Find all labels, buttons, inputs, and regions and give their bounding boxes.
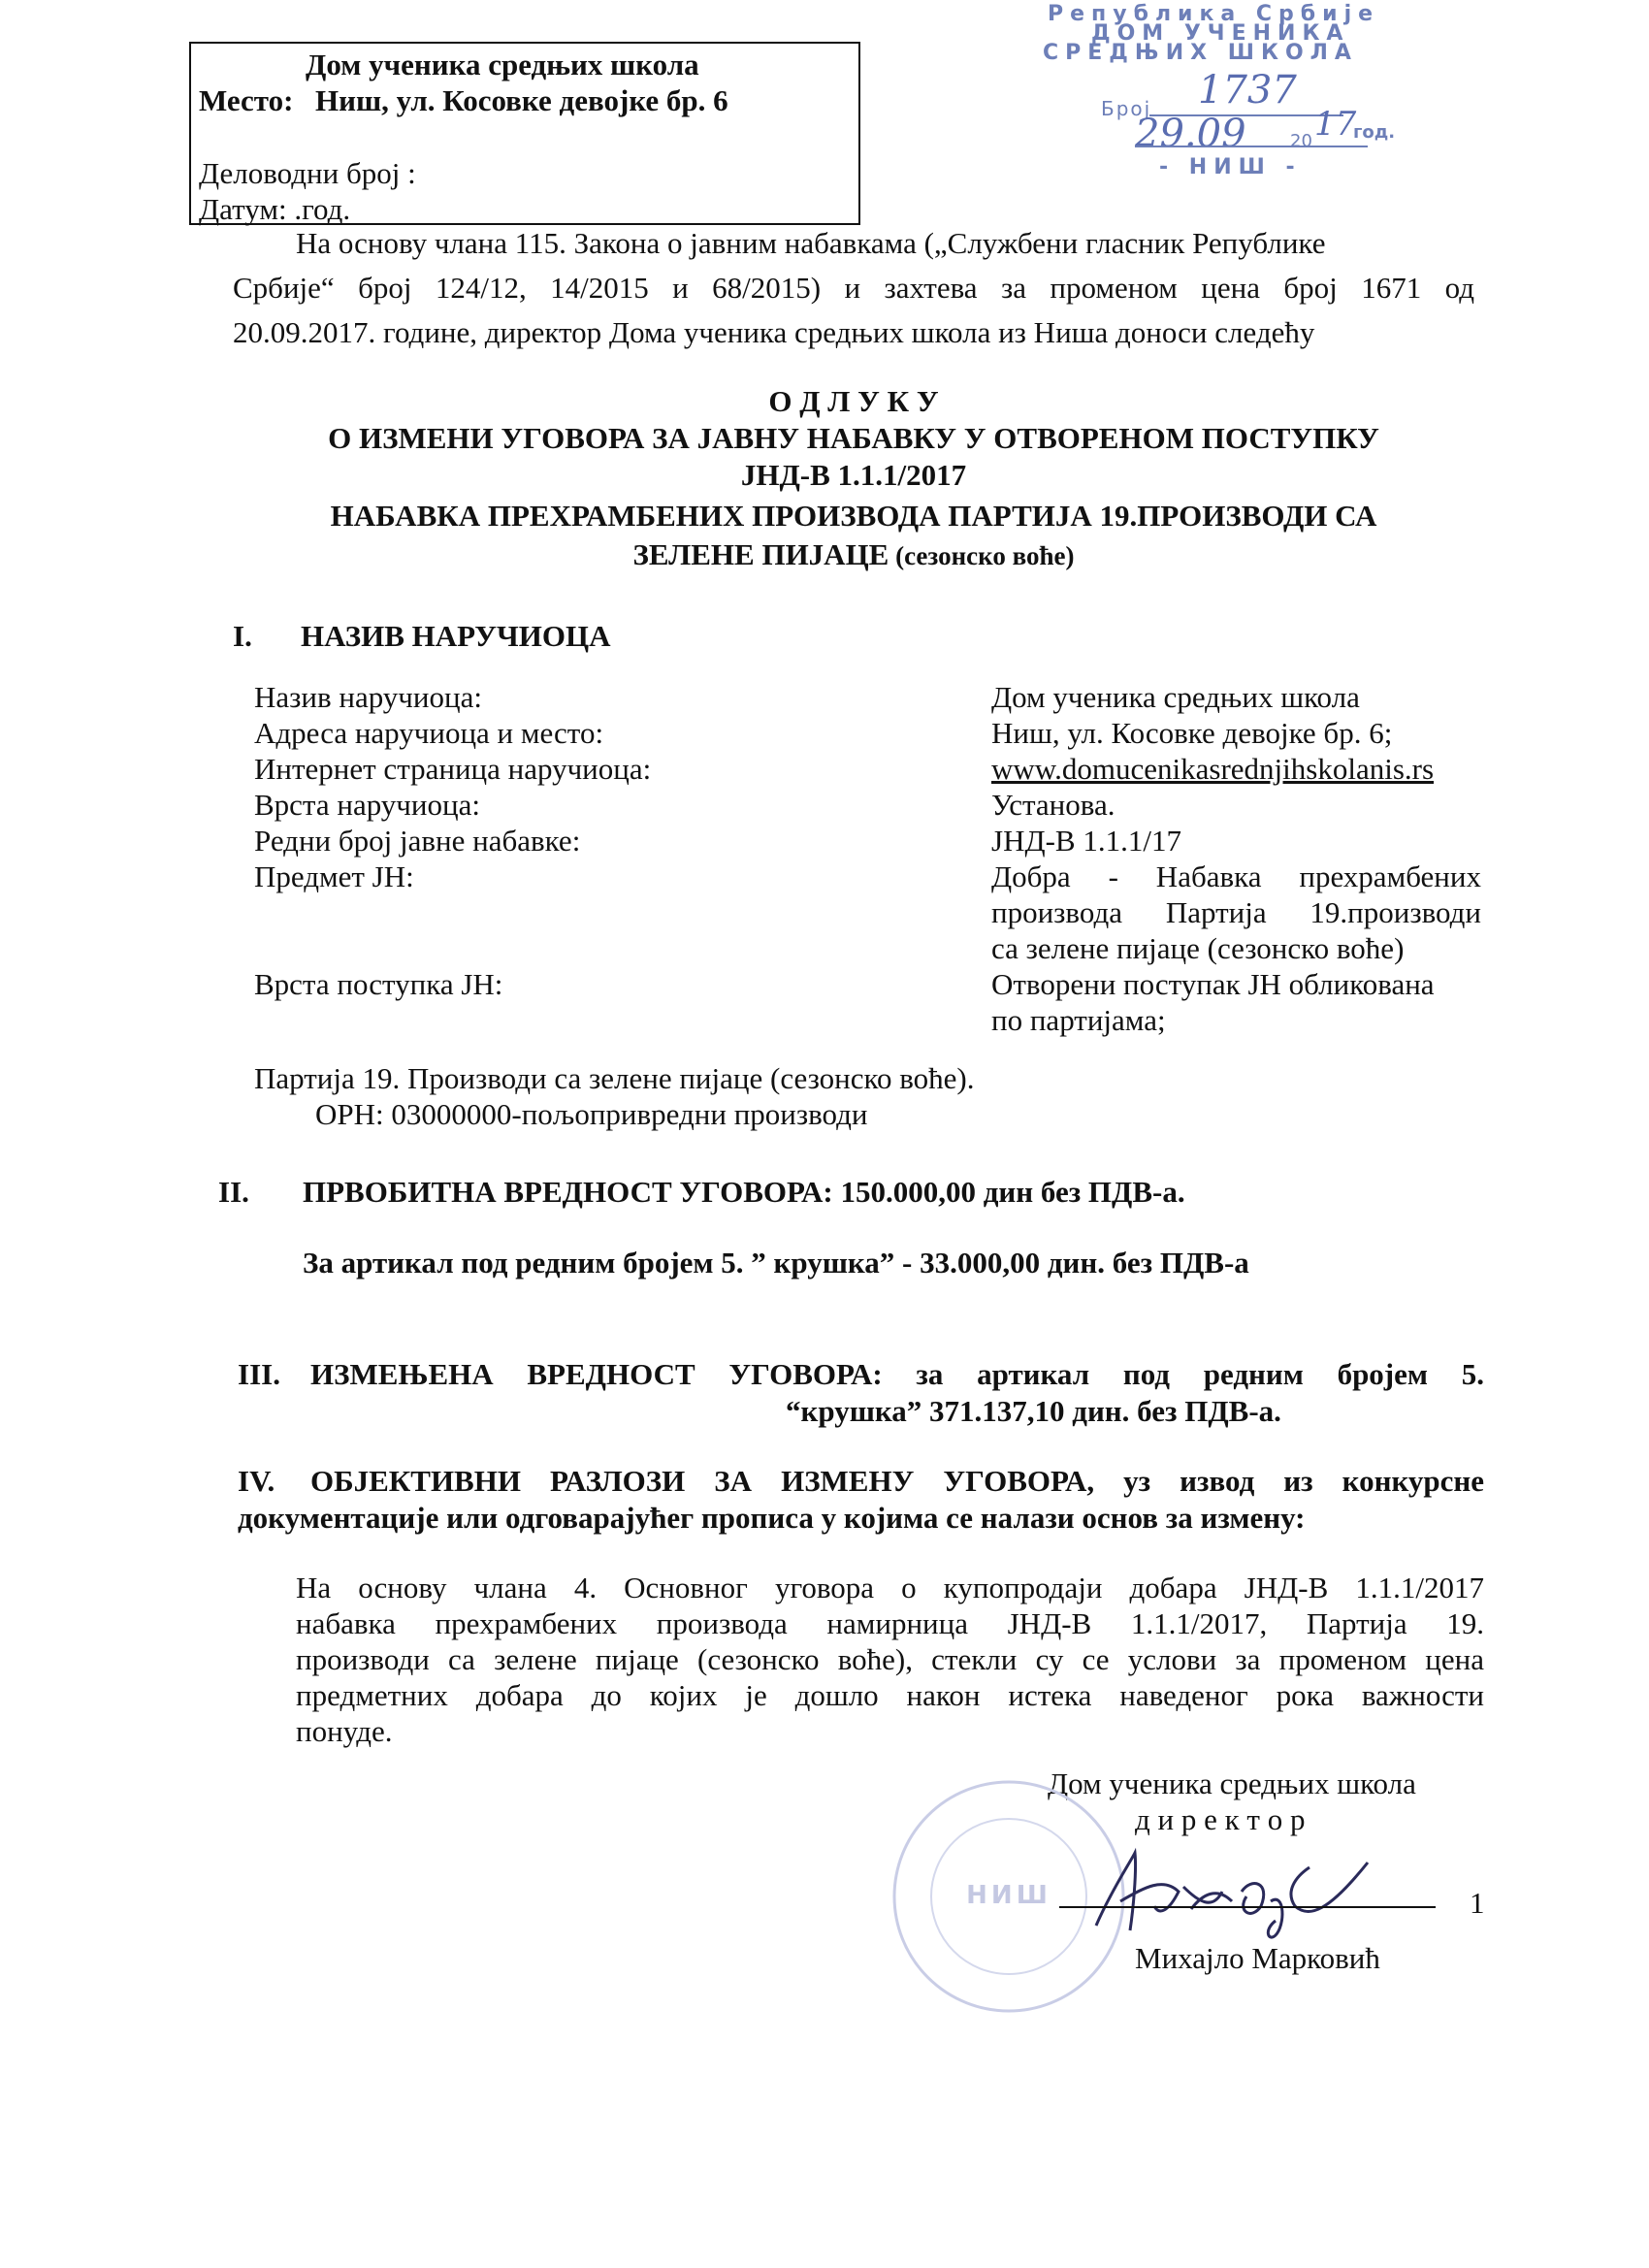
stamp-city: - НИШ - [1159, 155, 1302, 179]
title-odluku: О Д Л У К У [768, 384, 939, 418]
purchaser-label [254, 930, 991, 966]
stamp-year-value: 17 [1314, 105, 1357, 144]
section4-number: IV. [238, 1464, 275, 1498]
title-line5-main: ЗЕЛЕНЕ ПИЈАЦЕ [632, 537, 889, 571]
stamp-year-prefix: 20 [1290, 131, 1312, 151]
purchaser-row [254, 1002, 1486, 1038]
signature-line [1059, 1906, 1436, 1908]
purchaser-value: Установа. [991, 788, 1116, 822]
purchaser-row [254, 894, 1486, 930]
section4-body-line: предметних добара до којих је дошло након истека наведеног рока важности [296, 1678, 1484, 1712]
purchaser-value: ЈНД-В 1.1.1/17 [991, 824, 1181, 858]
purchaser-row [254, 930, 1486, 966]
stamp-number-label: Број [1101, 97, 1152, 120]
official-seal-city: НИШ [966, 1881, 1051, 1910]
stamp-line3: СРЕДЊИХ ШКОЛА [1043, 41, 1358, 65]
purchaser-value: Ниш, ул. Косовке девојке бр. 6; [991, 716, 1393, 750]
header-ref-number: Деловодни број : [199, 156, 416, 190]
orn-line: ОРН: 03000000-пољопривредни производи [315, 1097, 868, 1131]
section1-heading: НАЗИВ НАРУЧИОЦА [301, 619, 611, 653]
intro-line2: Србије“ број 124/12, 14/2015 и 68/2015) и захтева за променом цена број 1671 од [233, 271, 1474, 305]
section2-sub: За артикал под редним бројем 5. ” крушка” - 33.000,00 дин. без ПДВ-а [303, 1246, 1249, 1280]
signature-role: д и р е к т о р [1135, 1802, 1306, 1836]
partition-line: Партија 19. Производи са зелене пијаце (сезонско воће). [254, 1061, 975, 1095]
stamp-date-line [1135, 146, 1368, 147]
section4-heading-line2: документације или одговарајућег прописа у којима се налази основ за измену: [238, 1501, 1306, 1535]
purchaser-label [254, 894, 991, 930]
section1-number: I. [233, 619, 252, 653]
section4-body-line: понуде. [296, 1714, 393, 1748]
title-line5-sub: (сезонско воће) [889, 541, 1075, 570]
stamp-number-value: 1737 [1198, 68, 1297, 113]
purchaser-label: Назив наручиоца: [254, 680, 482, 714]
stamp-line1: Република Србије [1048, 2, 1380, 26]
handwritten-signature-icon [1077, 1833, 1397, 1950]
registry-stamp [1038, 0, 1445, 194]
purchaser-value: по партијама; [991, 1003, 1166, 1037]
purchaser-label: Врста поступка ЈН: [254, 967, 503, 1001]
purchaser-table [254, 679, 1486, 1038]
purchaser-value: са зелене пијаце (сезонско воће) [991, 931, 1405, 965]
section3-line2: “крушка” 371.137,10 дин. без ПДВ-а. [786, 1394, 1281, 1428]
stamp-year-suffix: год. [1353, 122, 1396, 143]
title-line2: О ИЗМЕНИ УГОВОРА ЗА ЈАВНУ НАБАВКУ У ОТВОРЕНОМ ПОСТУПКУ [328, 421, 1379, 455]
purchaser-value: Дом ученика средњих школа [991, 680, 1360, 714]
section2-number: II. [218, 1175, 249, 1209]
header-date: Датум: .год. [199, 192, 351, 226]
purchaser-row [254, 715, 1486, 751]
purchaser-row [254, 966, 1486, 1002]
purchaser-value: производа Партија 19.производи [991, 895, 1481, 929]
page-number: 1 [1470, 1886, 1485, 1920]
purchaser-value: Добра - Набавка прехрамбених [991, 859, 1481, 893]
purchaser-row [254, 679, 1486, 715]
purchaser-label: Предмет ЈН: [254, 859, 414, 893]
header-place-value: Ниш, ул. Косовке девојке бр. 6 [315, 83, 728, 117]
section2-heading: ПРВОБИТНА ВРЕДНОСТ УГОВОРА: 150.000,00 дин без ПДВ-а. [303, 1175, 1185, 1209]
title-line5 [233, 536, 1474, 574]
purchaser-label: Врста наручиоца: [254, 788, 480, 822]
purchaser-row [254, 823, 1486, 859]
intro-line1: На основу члана 115. Закона о јавним набавкама („Службени гласник Републике [296, 226, 1326, 260]
purchaser-label: Адреса наручиоца и место: [254, 716, 604, 750]
title-line3: ЈНД-В 1.1.1/2017 [740, 458, 967, 492]
section4-body-line: производи са зелене пијаце (сезонско воће), стекли су се услови за променом цена [296, 1642, 1484, 1676]
signature-institution: Дом ученика средњих школа [1048, 1766, 1416, 1800]
purchaser-row [254, 787, 1486, 823]
title-line4: НАБАВКА ПРЕХРАМБЕНИХ ПРОИЗВОДА ПАРТИЈА 19.ПРОИЗВОДИ СА [330, 499, 1377, 533]
header-place-label: Место: [199, 83, 294, 117]
purchaser-label [254, 1002, 991, 1038]
purchaser-label: Редни број јавне набавке: [254, 824, 581, 858]
purchaser-row [254, 859, 1486, 894]
section3-heading: ИЗМЕЊЕНА ВРЕДНОСТ УГОВОРА: за артикал под редним бројем 5. [310, 1357, 1484, 1391]
section3-number: III. [238, 1357, 280, 1391]
stamp-date-value: 29.09 [1135, 112, 1246, 156]
purchaser-website-link[interactable]: www.domucenikasrednjihskolanis.rs [991, 752, 1435, 786]
purchaser-label: Интернет страница наручиоца: [254, 752, 652, 786]
section4-body-line: набавка прехрамбених производа намирница ЈНД-В 1.1.1/2017, Партија 19. [296, 1606, 1484, 1640]
section4-body-line: На основу члана 4. Основног уговора о купопродаји добара ЈНД-В 1.1.1/2017 [296, 1571, 1484, 1604]
purchaser-value: Отворени поступак ЈН обликована [991, 967, 1435, 1001]
header-institution: Дом ученика средњих школа [306, 48, 699, 81]
stamp-line2: ДОМ УЧЕНИКА [1091, 21, 1350, 46]
section4-heading-line1: ОБЈЕКТИВНИ РАЗЛОЗИ ЗА ИЗМЕНУ УГОВОРА, уз извод из конкурсне [310, 1464, 1484, 1498]
signature-name: Михајло Марковић [1135, 1941, 1380, 1975]
intro-line3: 20.09.2017. године, директор Дома ученика средњих школа из Ниша доноси следећу [233, 315, 1315, 349]
purchaser-row [254, 751, 1486, 787]
